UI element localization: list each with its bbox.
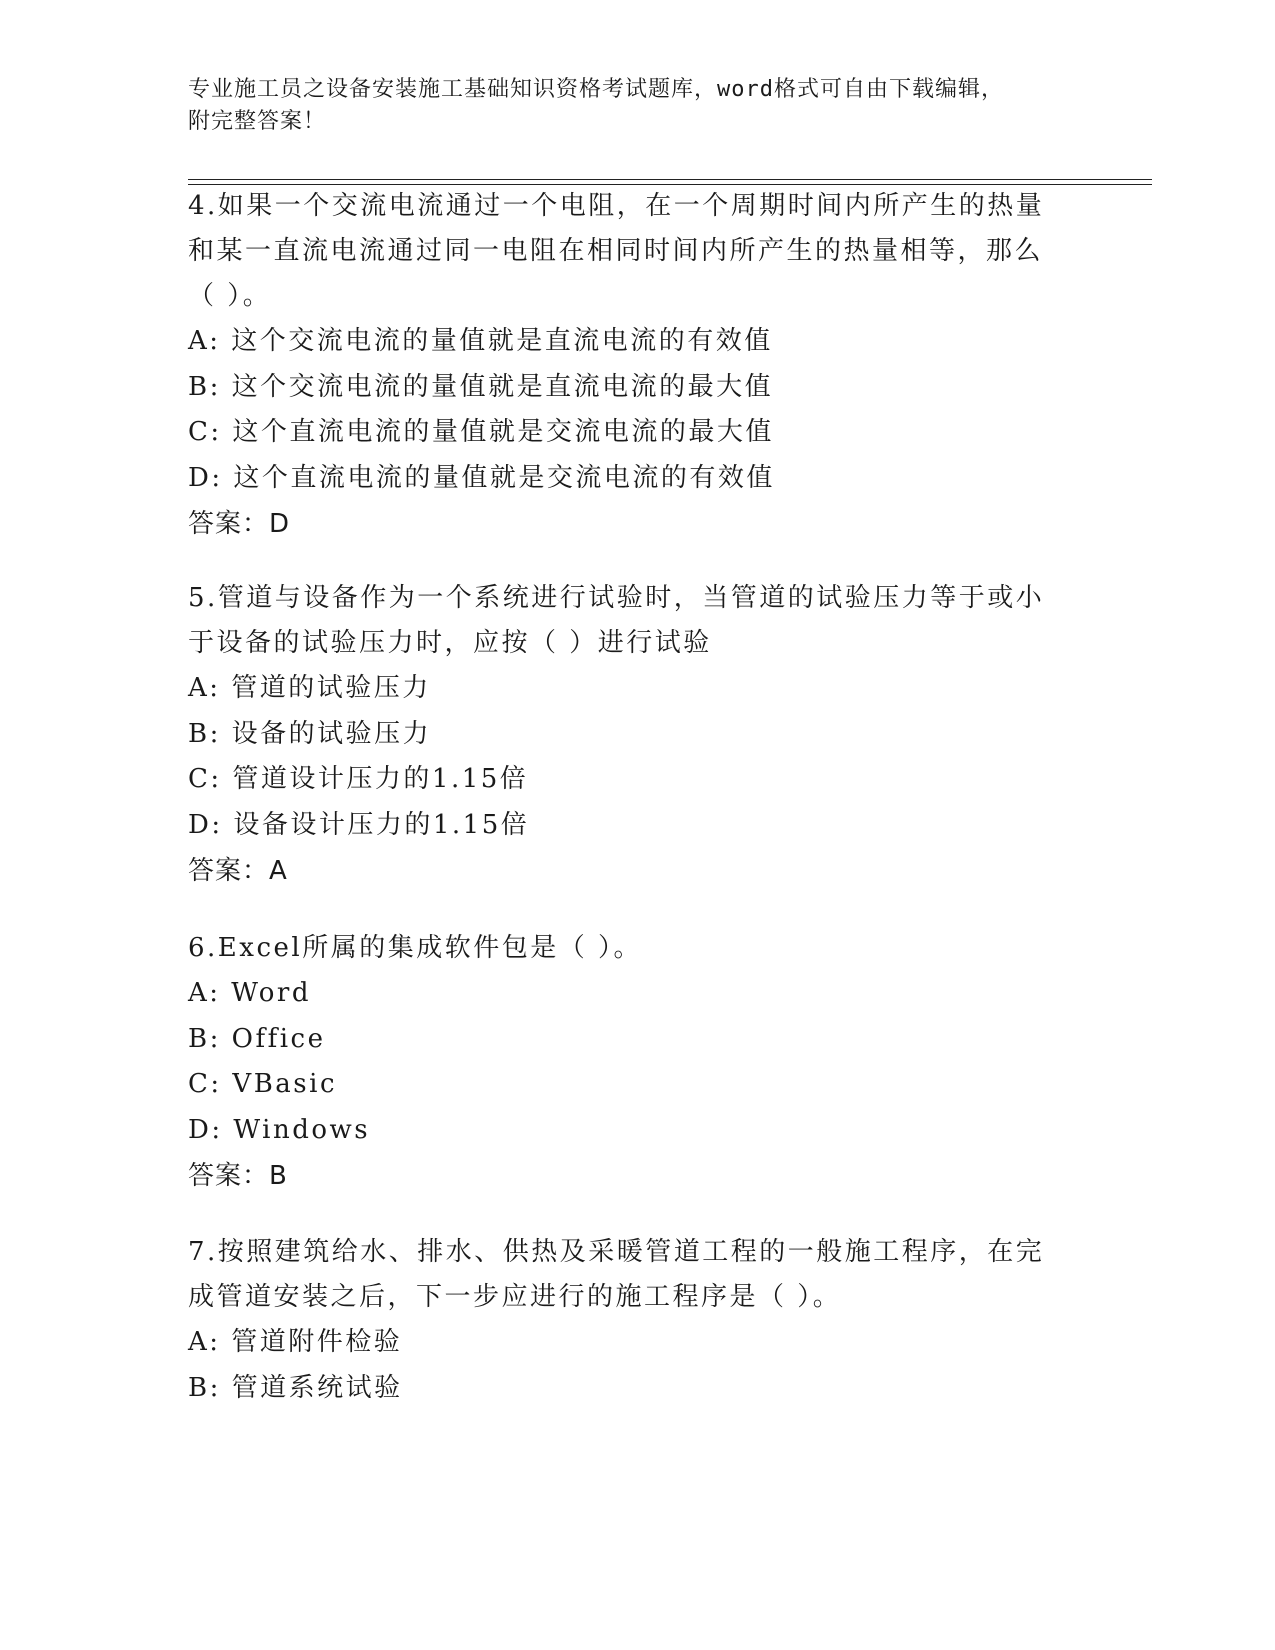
question-7: [188, 1230, 1068, 1411]
question-stem-line: （ ）。: [188, 281, 272, 311]
option-b: B: 这个交流电流的量值就是直流电流的最大值: [188, 371, 774, 402]
header-line-2: 附完整答案！: [188, 109, 327, 134]
option-b: B: Office: [188, 1023, 326, 1054]
question-stem-line: 4.如果一个交流电流通过一个电阻，在一个周期时间内所产生的热量: [188, 191, 1045, 221]
answer-label: 答案：A: [188, 856, 288, 886]
answer-label: 答案：B: [188, 1161, 288, 1191]
option-a: A: 管道的试验压力: [188, 673, 431, 703]
question-stem-line: 于设备的试验压力时，应按（ ）进行试验: [188, 628, 712, 658]
question-5: [188, 576, 1068, 894]
question-4: [188, 184, 1068, 547]
document-header: [188, 74, 1068, 138]
question-stem-line: 6.Excel所属的集成软件包是（ ）。: [188, 933, 642, 963]
option-c: C: 管道设计压力的1.15倍: [188, 764, 529, 794]
option-a: A: Word: [188, 978, 311, 1008]
header-divider-top: [188, 179, 1152, 180]
option-c: C: VBasic: [188, 1069, 338, 1099]
option-d: D: 这个直流电流的量值就是交流电流的有效值: [188, 462, 775, 493]
question-6: [188, 926, 1068, 1199]
header-line-1: 专业施工员之设备安装施工基础知识资格考试题库，word格式可自由下载编辑，: [188, 77, 1004, 102]
question-stem-line: 7.按照建筑给水、排水、供热及采暖管道工程的一般施工程序，在完: [188, 1237, 1045, 1267]
answer-label: 答案：D: [188, 509, 291, 539]
option-d: D: Windows: [188, 1114, 371, 1145]
option-a: A: 管道附件检验: [188, 1327, 403, 1357]
option-a: A: 这个交流电流的量值就是直流电流的有效值: [188, 326, 773, 356]
option-d: D: 设备设计压力的1.15倍: [188, 809, 530, 840]
option-b: B: 管道系统试验: [188, 1372, 403, 1403]
question-stem-line: 和某一直流电流通过同一电阻在相同时间内所产生的热量相等，那么: [188, 236, 1044, 266]
question-stem-line: 成管道安装之后，下一步应进行的施工程序是（ ）。: [188, 1282, 842, 1312]
question-stem-line: 5.管道与设备作为一个系统进行试验时，当管道的试验压力等于或小: [188, 583, 1045, 613]
option-c: C: 这个直流电流的量值就是交流电流的最大值: [188, 417, 774, 447]
option-b: B: 设备的试验压力: [188, 718, 432, 749]
